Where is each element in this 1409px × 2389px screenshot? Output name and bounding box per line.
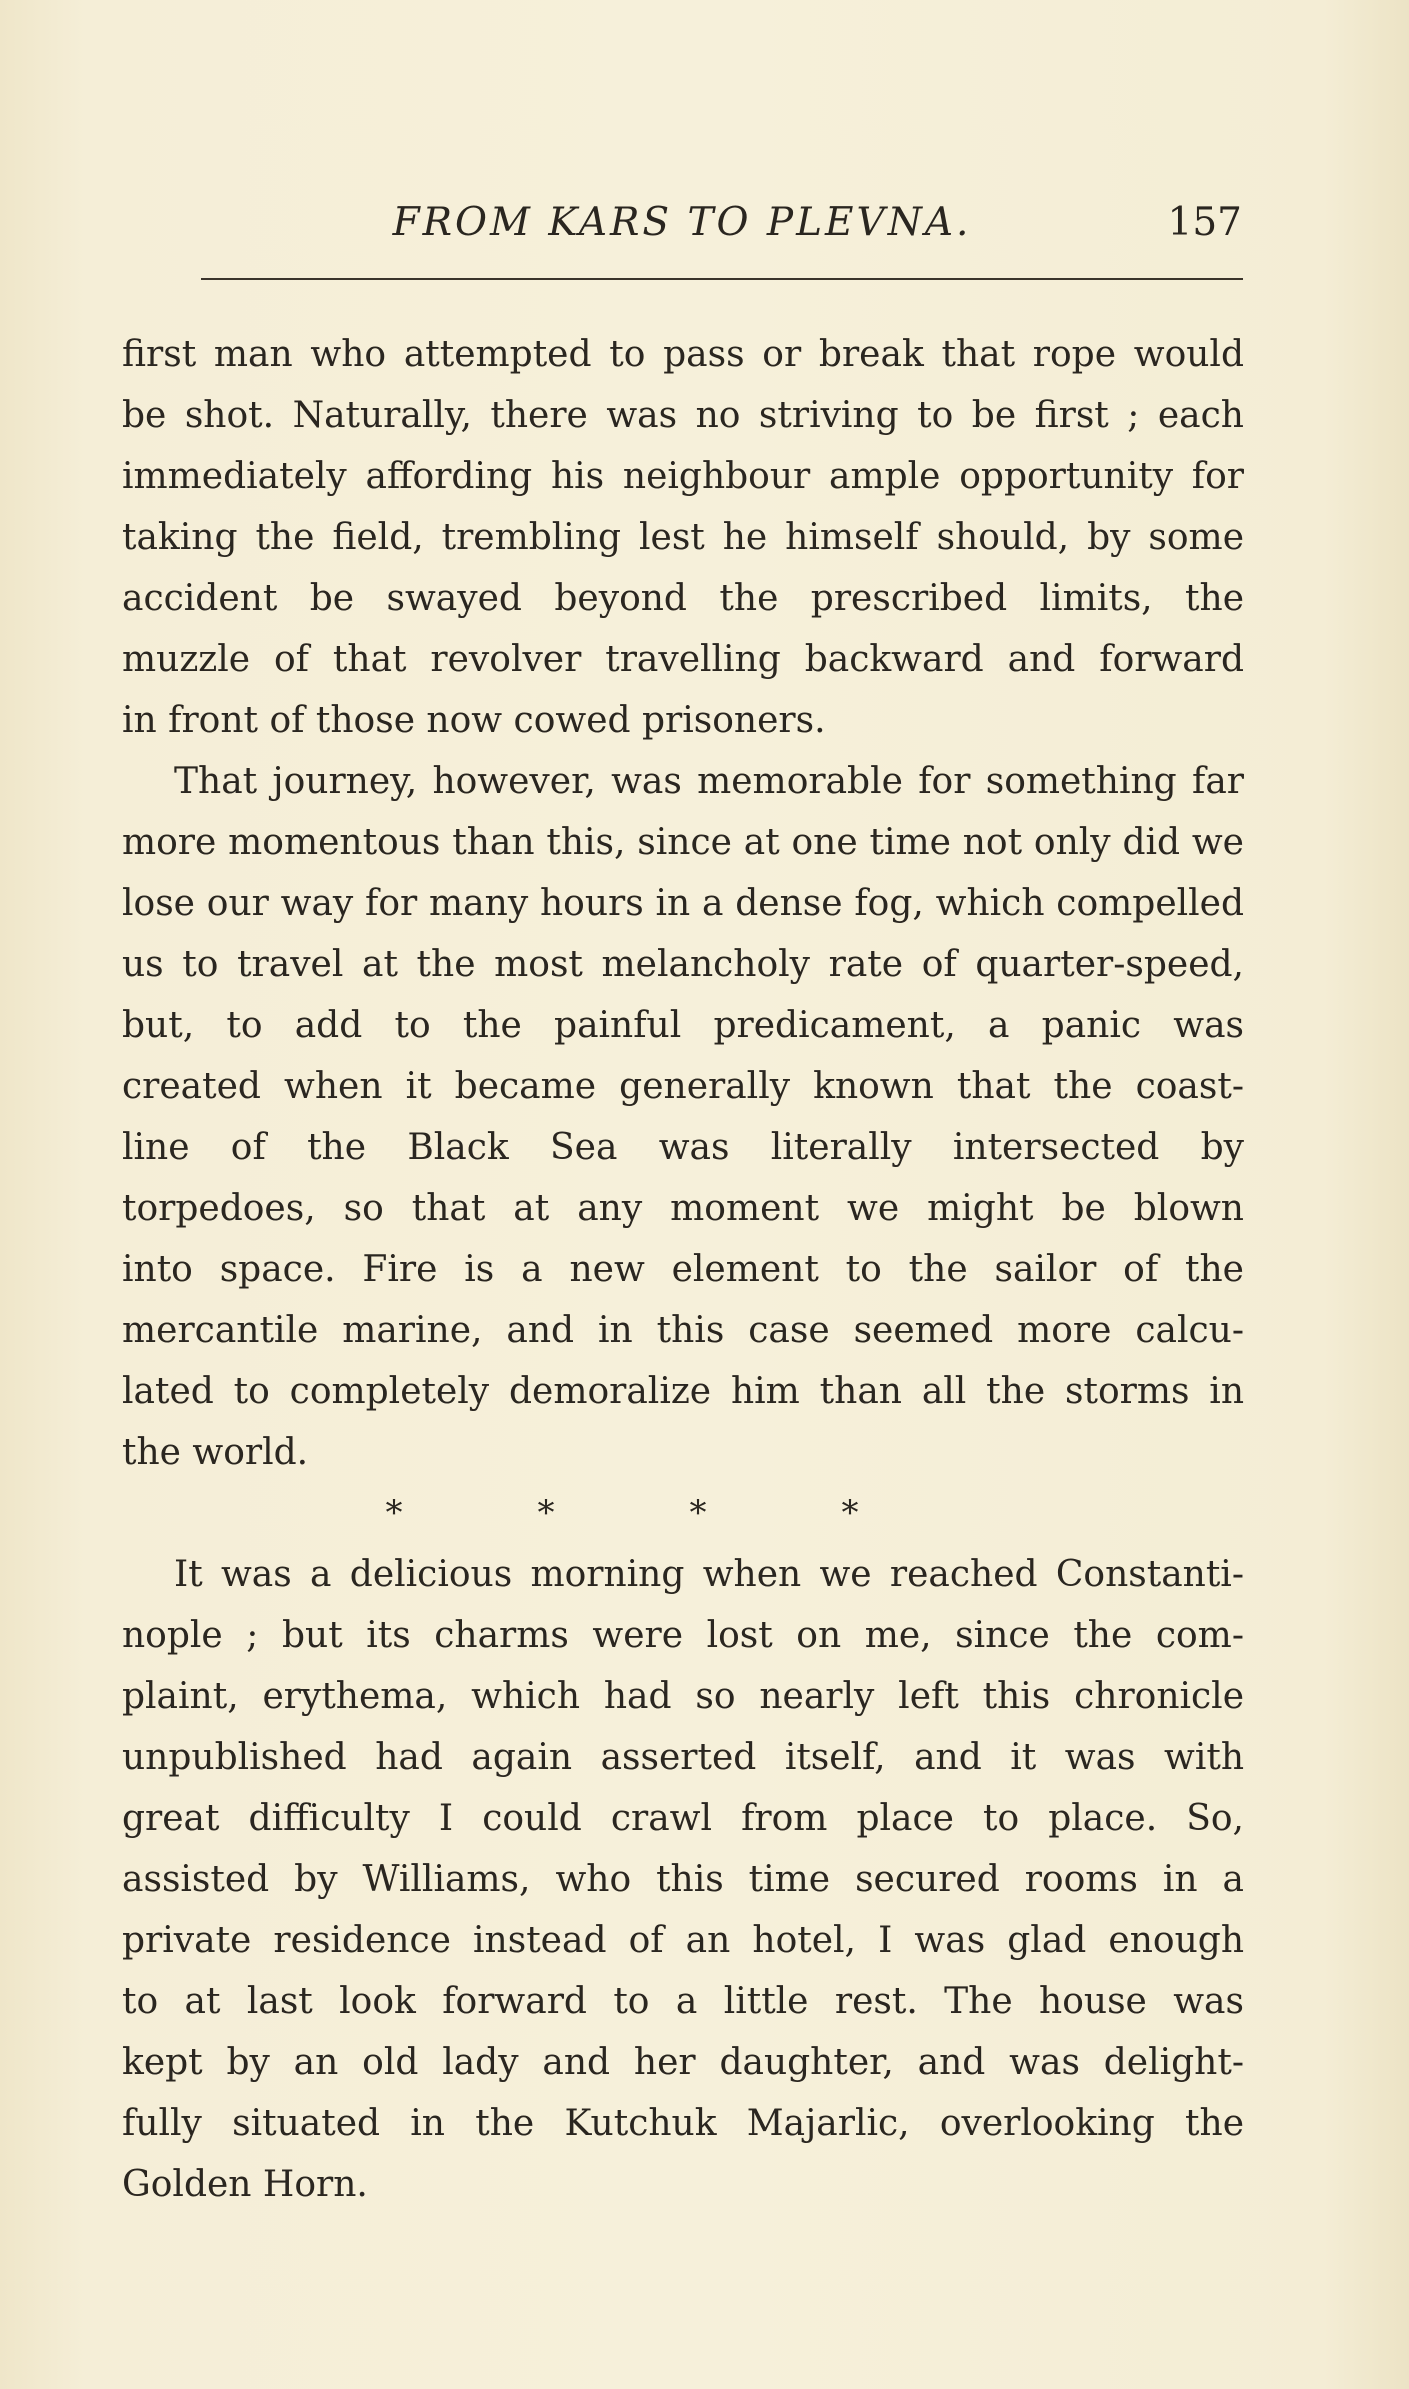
asterisk: * (537, 1493, 555, 1533)
text-line: created when it became generally known that the coast- (122, 1066, 1244, 1107)
text-line: torpedoes, so that at any moment we might be blown (122, 1188, 1244, 1229)
text-line: private residence instead of an hotel, I was glad enough (122, 1920, 1244, 1961)
text-line: mercantile marine, and in this case seemed more calcu- (122, 1310, 1244, 1351)
section-break (122, 1483, 1244, 1544)
text-line: lated to completely demoralize him than all the storms in (122, 1371, 1244, 1412)
text-line: accident be swayed beyond the prescribed limits, the (122, 578, 1244, 619)
text-line: the world. (122, 1432, 309, 1473)
text-line: lose our way for many hours in a dense fog, which compelled (122, 883, 1244, 924)
text-line: immediately affording his neighbour ample opportunity for (122, 456, 1244, 497)
asterisk: * (689, 1493, 707, 1533)
text-line: great difficulty I could crawl from place to place. So, (122, 1798, 1244, 1839)
text-line: assisted by Williams, who this time secured rooms in a (122, 1859, 1244, 1900)
asterisk: * (385, 1493, 403, 1533)
text-line: be shot. Naturally, there was no striving to be first ; each (122, 395, 1244, 436)
running-head (122, 198, 1242, 248)
asterisk: * (841, 1493, 859, 1533)
header-rule (201, 278, 1243, 280)
text-line: but, to add to the painful predicament, a panic was (122, 1005, 1244, 1046)
text-line: in front of those now cowed prisoners. (122, 700, 826, 741)
page-number: 157 (1167, 200, 1242, 245)
paragraph (122, 751, 1244, 1483)
text-line: more momentous than this, since at one time not only did we (122, 822, 1244, 863)
text-line: kept by an old lady and her daughter, and was delight- (122, 2042, 1244, 2083)
text-line: That journey, however, was memorable for something far (174, 761, 1244, 802)
text-line: first man who attempted to pass or break that rope would (122, 334, 1244, 375)
text-line: muzzle of that revolver travelling backward and forward (122, 639, 1244, 680)
text-line: line of the Black Sea was literally intersected by (122, 1127, 1244, 1168)
paragraph (122, 324, 1244, 751)
text-line: plaint, erythema, which had so nearly left this chronicle (122, 1676, 1244, 1717)
body-text (122, 324, 1244, 2215)
text-line: unpublished had again asserted itself, and it was with (122, 1737, 1244, 1778)
text-line: nople ; but its charms were lost on me, since the com- (122, 1615, 1244, 1656)
text-line: into space. Fire is a new element to the sailor of the (122, 1249, 1244, 1290)
text-line: fully situated in the Kutchuk Majarlic, overlooking the (122, 2103, 1244, 2144)
running-title: FROM KARS TO PLEVNA. (392, 200, 972, 245)
text-line: It was a delicious morning when we reached Constanti- (174, 1554, 1244, 1595)
text-line: to at last look forward to a little rest. The house was (122, 1981, 1244, 2022)
paragraph (122, 1544, 1244, 2215)
text-line: Golden Horn. (122, 2164, 368, 2205)
text-line: us to travel at the most melancholy rate of quarter-speed, (122, 944, 1244, 985)
text-line: taking the field, trembling lest he himself should, by some (122, 517, 1244, 558)
